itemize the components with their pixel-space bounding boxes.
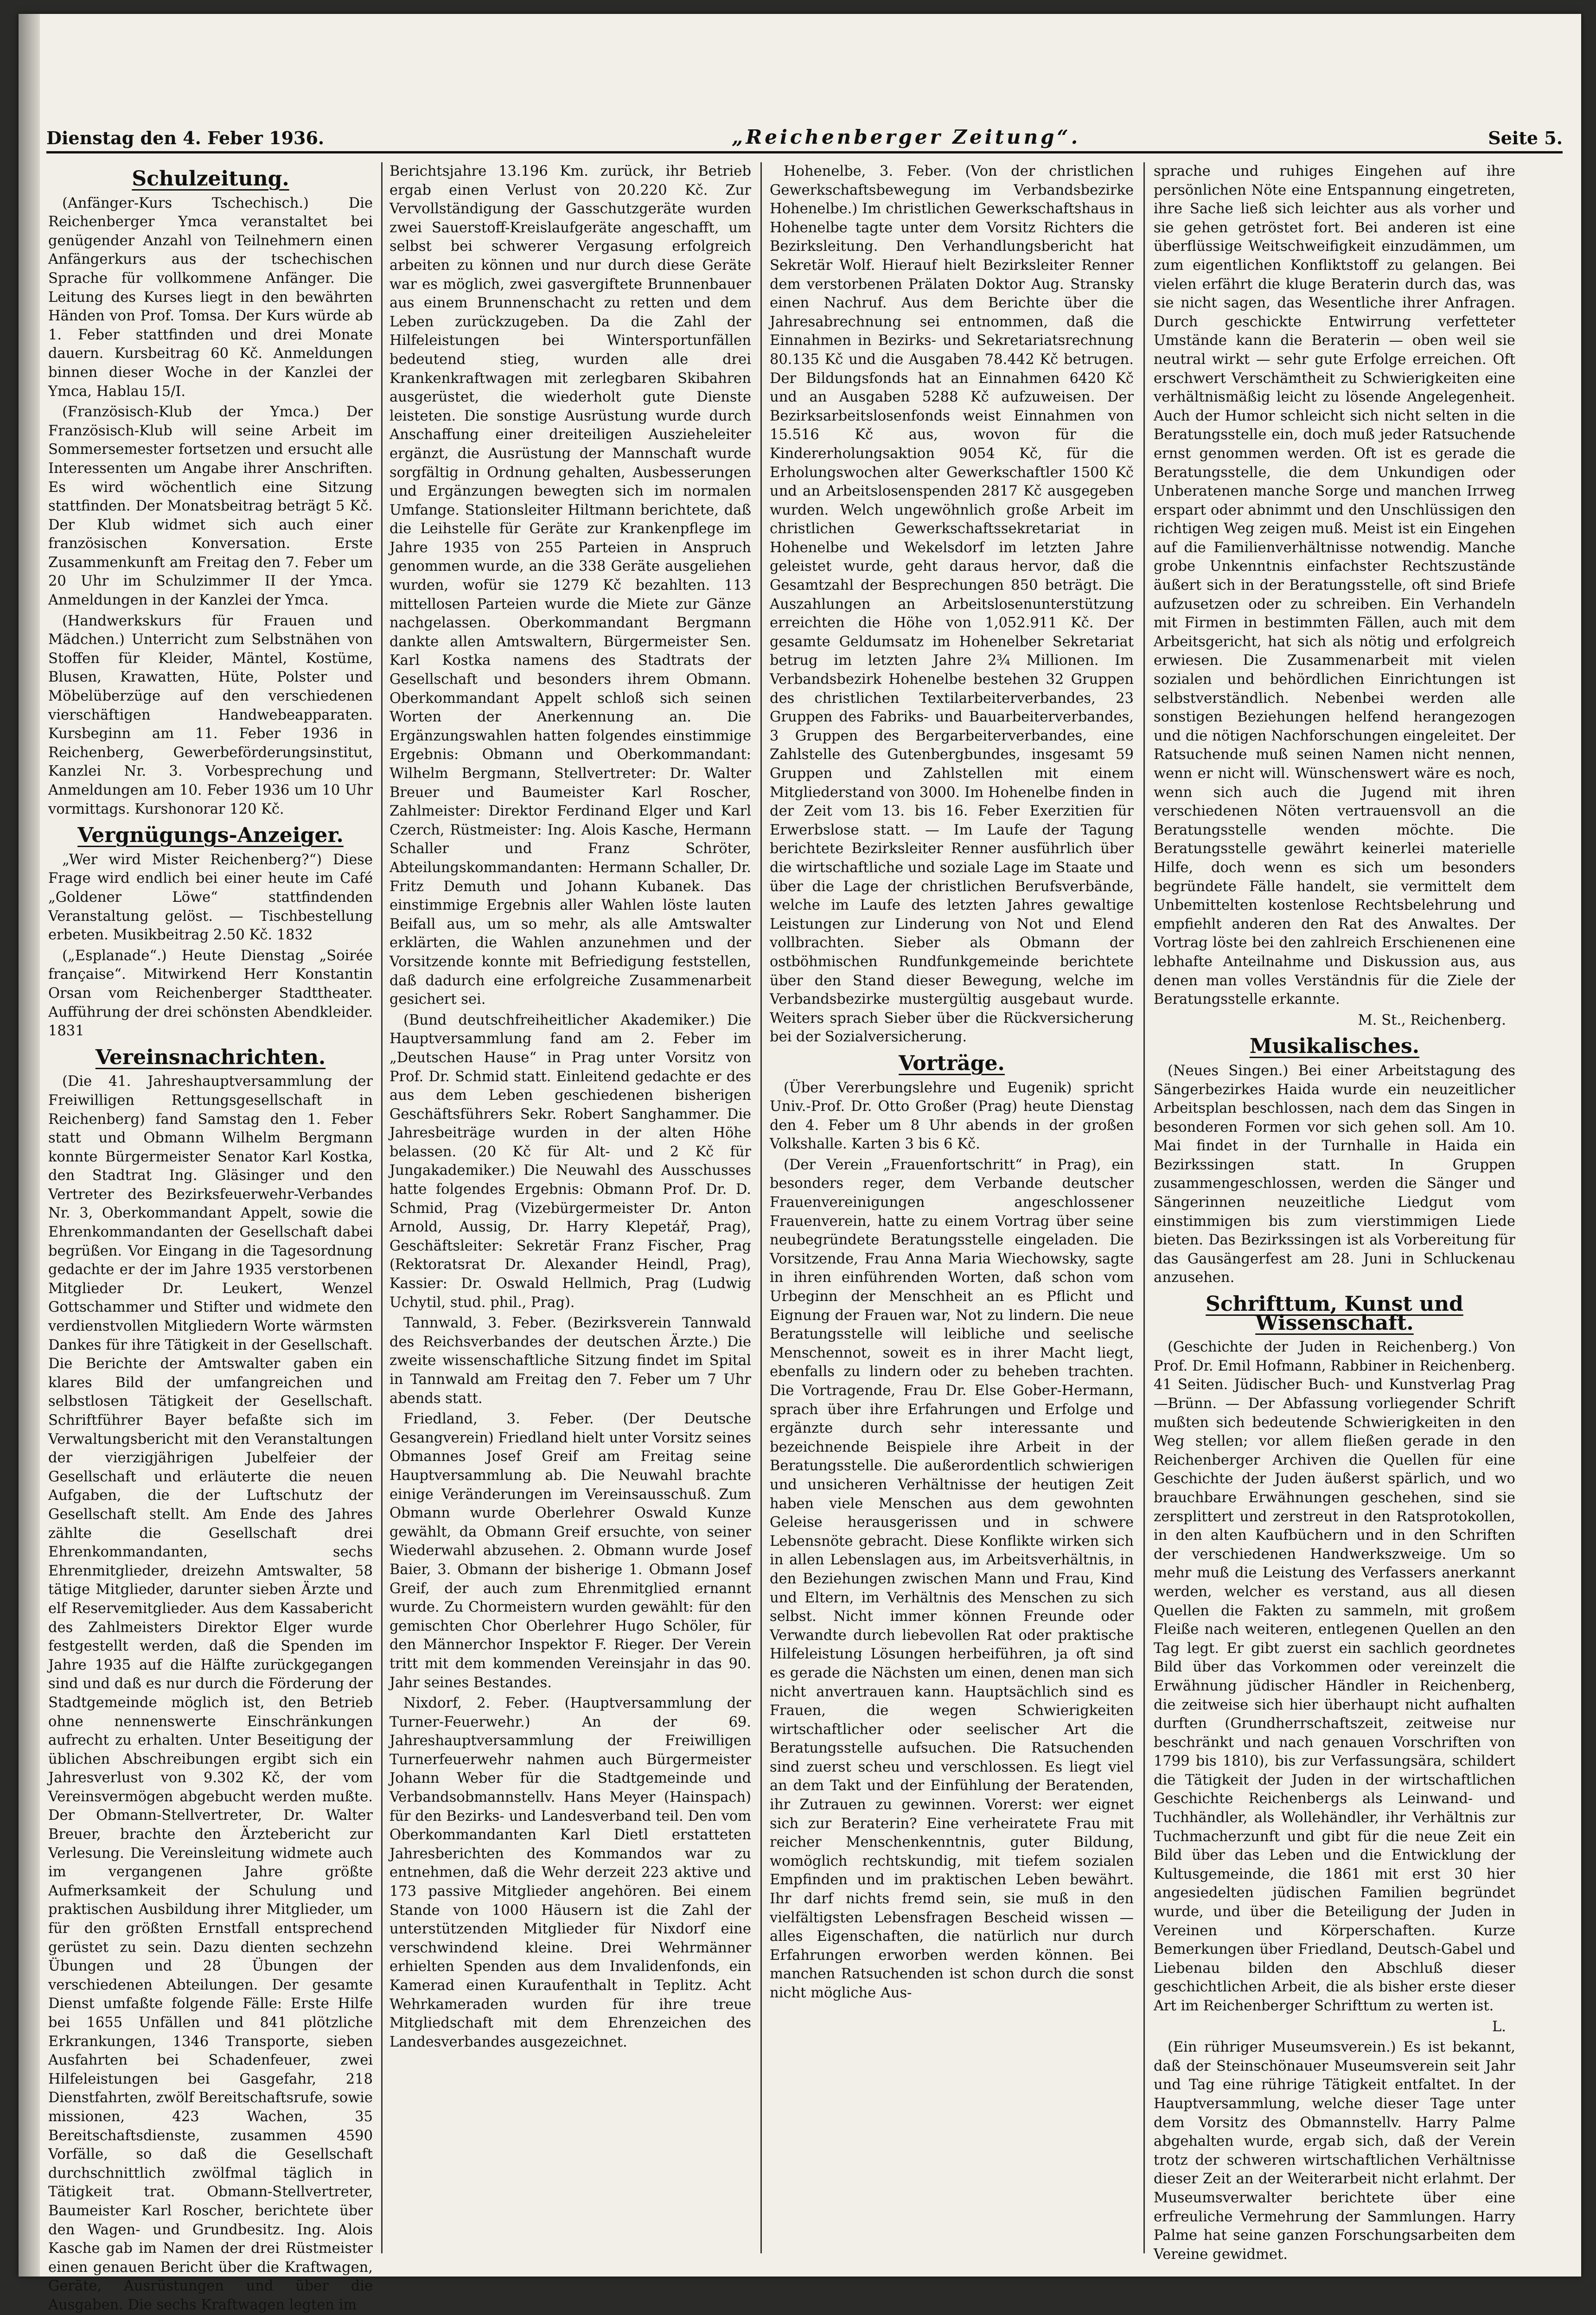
column-divider — [760, 162, 762, 2253]
article-signature: M. St., Reichenberg. — [1358, 1012, 1506, 1028]
section-heading: Schrifttum, Kunst und Wissenschaft. — [1206, 1292, 1463, 1335]
article-paragraph: (Die 41. Jahreshauptversammlung der Freiwilligen Rettungsgesellschaft in Reichenberg) fand Samstag den 1. Feber statt und Obmann Wilhelm Bergmann konnte Bürgermeister Senator Karl Kostka, den Stadtrat Ing. Gläsinger und den Vertreter des Bezirksfeuerwehr-Verbandes Nr. 3, Oberkommandant Appelt, sowie die Ehrenkommandanten der Gesellschaft dabei begrüßen. Vor Eingang in die Tagesordnung gedachte er der im Jahre 1935 verstorbenen Mitglieder Dr. Leukert, Wenzel Gottschammer und Stifter und widmete den verdienstvollen Mitgliedern Worte wärmsten Dankes für ihre Tätigkeit in der Gesellschaft. Die Berichte der Amtswalter gaben ein klares Bild der umfangreichen und selbstlosen Tätigkeit der Gesellschaft. Schriftführer Bayer befaßte sich im Verwaltungsbericht mit den Veranstaltungen der vierzigjährigen Jubelfeier der Gesellschaft und erläuterte die neuen Aufgaben, die der Luftschutz der Gesellschaft stellt. Am Ende des Jahres zählte die Gesellschaft drei Ehrenkommandanten, sechs Ehrenmitglieder, dreizehn Amtswalter, 58 tätige Mitglieder, darunter sieben Ärzte und elf Reservemitglieder. Aus dem Kassabericht des Zahlmeisters Direktor Elger wurde festgestellt werden, daß die Spenden im Jahre 1935 auf die Hälfte zurückgegangen sind und daß es nur durch die Förderung der Stadtgemeinde möglich ist, den Betrieb ohne nennenswerte Einschränkungen aufrecht zu erhalten. Unter Beseitigung der üblichen Abschreibungen ergibt sich ein Jahresverlust von 9.302 Kč, der vom Vereinsvermögen abgebucht werden mußte. Der Obmann-Stellvertreter, Dr. Walter Breuer, brachte den Ärztebericht zur Verlesung. Die Vereinsleitung widmete auch im vergangenen Jahre größte Aufmerksamkeit der Schulung und praktischen Ausbildung ihrer Mitglieder, um für den größten Ernstfall entsprechend gerüstet zu sein. Dazu dienten sechzehn Übungen und 28 Übungen der verschiedenen Abteilungen. Der gesamte Dienst umfaßte folgende Fälle: Erste Hilfe bei 1655 Unfällen und 841 plötzliche Erkrankungen, 1346 Transporte, sieben Ausfahrten bei Schadenfeuer, zwei Hilfeleistungen bei Gasgefahr, 218 Dienstfahrten, zwölf Bereitschaftsrufe, sowie missionen, 423 Wachen, 35 Bereitschaftsdienste, zusammen 4590 Vorfälle, so daß die Gesellschaft durchschnittlich zwölfmal täglich in Tätigkeit trat. Obmann-Stellvertreter, Baumeister Karl Roscher, berichtete über den Wagen- und Grundbesitz. Ing. Alois Kasche gab im Namen der drei Rüstmeister einen genauen Bericht über die Kraftwagen, Geräte, Ausrüstungen und über die Ausgaben. Die sechs Kraftwagen legten im — [48, 1073, 373, 2313]
column-4 — [1154, 162, 1515, 2263]
article-paragraph: (Der Verein „Frauenfortschritt“ in Prag), ein besonders reger, dem Verbande deutscher Frauenvereinigungen angeschlossener Frauenverein, hatte zu einem Vortrag über seine neubegründete Beratungsstelle eingeladen. Die Vorsitzende, Frau Anna Maria Wiechowsky, sagte in ihren einführenden Worten, daß schon vom Urbeginn der Menschheit an es Pflicht und Eignung der Frauen war, Not zu lindern. Die neue Beratungsstelle will leibliche und seelische Menschennot, soweit es in ihrer Macht liegt, ebenfalls zu lindern oder zu beheben trachten. Die Vortragende, Frau Dr. Else Gober-Hermann, sprach über ihre Erfahrungen und Erfolge und ergänzte durch sehr interessante und bezeichnende Beispiele ihre Arbeit in der Beratungsstelle. Die außerordentlich schwierigen und unsicheren Verhältnisse der heutigen Zeit haben viele Menschen aus dem gewohnten Geleise herausgerissen und in schwere Lebensnöte gebracht. Diese Konflikte wirken sich in allen Lebenslagen aus, im Arbeitsverhältnis, in den Beziehungen zwischen Mann und Frau, Kind und Eltern, im Verhältnis des Menschen zu sich selbst. Nicht immer können Freunde oder Verwandte durch liebevollen Rat oder praktische Hilfeleistung Lösungen herbeiführen, ja oft sind es gerade die Nächsten um einen, denen man sich nicht anvertrauen kann. Hauptsächlich sind es Frauen, die wegen Schwierigkeiten wirtschaftlicher oder seelischer Art die Beratungsstelle aufsuchen. Die Ratsuchenden sind zuerst scheu und verschlossen. Es liegt viel an dem Takt und der Einfühlung der Beratenden, ihr Zutrauen zu gewinnen. Vorerst: wer eignet sich zur Beraterin? Eine verheiratete Frau mit reicher Menschenkenntnis, guter Bildung, womöglich rechtskundig, mit tiefem sozialen Empfinden und im praktischen Leben bewährt. Ihr darf nichts fremd sein, sie muß in den vielfältigsten Lebensfragen Bescheid wissen — alles Eigenschaften, die natürlich nur durch Erfahrungen erworben werden können. Bei manchen Ratsuchenden ist schon durch die sonst nicht mögliche Aus- — [770, 1156, 1134, 2001]
article-paragraph: sprache und ruhiges Eingehen auf ihre persönlichen Nöte eine Entspannung eingetreten, ihre Sache ließ sich leichter aus als vorher und sie gehen getröstet fort. Bei anderen ist eine überflüssige Weitschweifigkeit einzudämmen, um zum eigentlichen Konfliktstoff zu gelangen. Bei vielen erfährt die kluge Beraterin durch das, was sie nicht sagen, das Wesentliche ihrer Anfragen. Durch geschickte Entwirrung verfetteter Umstände kann die Beraterin — oben weil sie neutral wirkt — sehr gute Erfolge erreichen. Oft erschwert Verschämtheit zu Schwierigkeiten eine verhältnismäßig leicht zu lösende Angelegenheit. Auch der Humor schleicht sich nicht selten in die Beratungsstelle ein, doch muß jeder Ratsuchende ernst genommen werden. Oft ist es gerade die Beratungsstelle, die dem Unkundigen oder Unberatenen manche Sorge und manchen Irrweg erspart oder abnimmt und den Unschlüssigen den richtigen Weg zeigen muß. Meist ist ein Eingehen auf die Familienverhältnisse notwendig. Manche grobe Unkenntnis einfachster Rechtszustände äußert sich in der Beratungsstelle, oft sind Briefe aufzusetzen oder zu schreiben. Ein Verhandeln mit Firmen in bestimmten Fällen, auch mit dem Arbeitsgericht, hat sich als nötig und erfolgreich erwiesen. Die Zusammenarbeit mit vielen sozialen und behördlichen Einrichtungen ist selbstverständlich. Nebenbei werden alle sonstigen Beziehungen helfend herangezogen und die nötigen Nachforschungen eingeleitet. Der Ratsuchende muß seinen Namen nicht nennen, wenn er nicht will. Wünschenswert wäre es noch, wenn sich auch die Jugend mit ihren verschiedenen Nöten vertrauensvoll an die Beratungsstelle wenden möchte. Die Beratungsstelle gewährt keinerlei materielle Hilfe, doch wenn es sich um besonders begründete Fälle handelt, sie vermittelt dem Unbemittelten kostenlose Rechtsbelehrung und empfiehlt anderen den Rat des Anwaltes. Der Vortrag löste bei den zahlreich Erschienenen eine lebhafte Anteilnahme und Diskussion aus, aus denen man volles Verständnis für die Ziele der Beratungsstelle erkannte. — [1154, 163, 1515, 1008]
article-paragraph: Nixdorf, 2. Feber. (Hauptversammlung der Turner-Feuerwehr.) An der 69. Jahreshauptversammlung der Freiwilligen Turnerfeuerwehr nahmen auch Bürgermeister Johann Weber für die Stadtgemeinde und Verbandsobmannstellv. Hans Meyer (Hainspach) für den Bezirks- und Landesverband teil. Den vom Oberkommandanten Karl Dietl erstatteten Jahresberichten des Kommandos war zu entnehmen, daß die Wehr derzeit 223 aktive und 173 passive Mitglieder angehören. Bei einem Stande von 1000 Häusern ist die Zahl der unterstützenden Mitglieder für Nixdorf eine verschwindend kleine. Drei Wehrmänner erhielten Spenden aus dem Invalidenfonds, ein Kamerad einen Kuraufenthalt in Teplitz. Acht Wehrkameraden wurden für ihre treue Mitgliedschaft mit dem Ehrenzeichen des Landesverbandes ausgezeichnet. — [389, 1695, 751, 2050]
masthead — [46, 107, 1563, 148]
column-divider — [1143, 162, 1145, 2253]
section-heading: Vergnügungs-Anzeiger. — [77, 823, 344, 848]
newspaper-title: „Reichenberger Zeitung“. — [732, 126, 1081, 148]
article-paragraph: (Handwerkskurs für Frauen und Mädchen.) Unterricht zum Selbstnähen von Stoffen für Kleider, Mäntel, Kostüme, Blusen, Krawatten, Hüte, Polster und Möbelüberzüge auf den verschiedenen vierschäftigen Handwebeapparaten. Kursbeginn am 11. Feber 1936 in Reichenberg, Gewerbeförderungsinstitut, Kanzlei Nr. 3. Vorbesprechung und Anmeldungen am 10. Feber 1936 um 10 Uhr vormittags. Kurshonorar 120 Kč. — [48, 612, 373, 817]
article-paragraph: Berichtsjahre 13.196 Km. zurück, ihr Betrieb ergab einen Verlust von 20.220 Kč. Zur Vervollständigung der Gasschutzgeräte wurden zwei Sauerstoff-Kreislaufgeräte angeschafft, um selbst bei schwerer Vergasung erfolgreich arbeiten zu können und nur durch diese Geräte war es möglich, zwei gasvergiftete Brunnenbauer aus einem Brunnenschacht zu retten und dem Leben zurückzugeben. Da die Zahl der Hilfeleistungen bei Wintersportunfällen bedeutend stieg, wurden alle drei Krankenkraftwagen mit zerlegbaren Skibahren ausgerüstet, die wiederholt gute Dienste leisteten. Die sonstige Ausrüstung wurde durch Anschaffung einer dreiteiligen Auszieheleiter ergänzt, die Ausrüstung der Mannschaft wurde sorgfältig in Ordnung gehalten, Ausbesserungen und Ergänzungen bewegten sich im normalen Umfange. Stationsleiter Hiltmann berichtete, daß die Leihstelle für Geräte zur Krankenpflege im Jahre 1935 von 255 Parteien in Anspruch genommen wurde, an die 338 Geräte ausgeliehen wurden, wofür sie 1279 Kč bezahlten. 113 mittellosen Parteien wurde die Miete zur Gänze nachgelassen. Oberkommandant Bergmann dankte allen Amtswaltern, Bürgermeister Sen. Karl Kostka namens des Stadtrats der Gesellschaft und besonders ihrem Obmann. Oberkommandant Appelt schloß sich seinen Worten der Anerkennung an. Die Ergänzungswahlen hatten folgendes einstimmige Ergebnis: Obmann und Oberkommandant: Wilhelm Bergmann, Stellvertreter: Dr. Walter Breuer und Baumeister Karl Roscher, Zahlmeister: Direktor Ferdinand Elger und Karl Czerch, Rüstmeister: Ing. Alois Kasche, Hermann Schaller und Franz Schröter, Abteilungskommandanten: Hermann Schaller, Dr. Fritz Demuth und Johann Kubanek. Das einstimmige Ergebnis aller Wahlen löste lauten Beifall aus, um so mehr, als alle Amtswalter erklärten, die Wahlen anzunehmen und der Vorsitzende konnte mit Befriedigung feststellen, daß dadurch eine erfolgreiche Zusammenarbeit gesichert sei. — [389, 163, 751, 1008]
article-paragraph: („Esplanade“.) Heute Dienstag „Soirée française“. Mitwirkend Herr Konstantin Orsan vom Reichenberger Stadttheater. Aufführung der drei schönsten Abendkleider. 1831 — [48, 947, 373, 1040]
newspaper-page — [19, 14, 1581, 2313]
article-signature: L. — [1492, 2018, 1506, 2035]
issue-date: Dienstag den 4. Feber 1936. — [46, 128, 325, 148]
column-divider — [381, 162, 383, 2253]
column-2 — [389, 162, 751, 2258]
article-paragraph: Friedland, 3. Feber. (Der Deutsche Gesangverein) Friedland hielt unter Vorsitz seines Obmannes Josef Greif am Freitag seine Hauptversammlung ab. Die Neuwahl brachte einige Veränderungen im Vereinsausschuß. Zum Obmann wurde Oberlehrer Oswald Kunze gewählt, da Obmann Greif ersuchte, von seiner Wiederwahl abzusehen. 2. Obmann wurde Josef Baier, 3. Obmann der bisherige 1. Obmann Josef Greif, der auch zum Ehrenmitglied ernannt wurde. Zu Chormeistern wurden gewählt: für den gemischten Chor Oberlehrer Hugo Schöler, für den Männerchor Inspektor F. Rieger. Der Verein tritt mit dem kommenden Vereinsjahr in das 90. Jahr seines Bestandes. — [389, 1411, 751, 1691]
article-paragraph: (Französisch-Klub der Ymca.) Der Französisch-Klub will seine Arbeit im Sommersemester fortsetzen und ersucht alle Interessenten um Angabe ihrer Anschriften. Es wird wöchentlich eine Sitzung stattfinden. Der Monatsbeitrag beträgt 5 Kč. Der Klub widmet sich auch einer französischen Konversation. Erste Zusammenkunft am Freitag den 7. Feber um 20 Uhr im Schulzimmer II der Ymca. Anmeldungen in der Kanzlei der Ymca. — [48, 404, 373, 609]
article-paragraph: (Neues Singen.) Bei einer Arbeitstagung des Sängerbezirkes Haida wurde ein neuzeitlicher Arbeitsplan beschlossen, nach dem das Singen in besonderen Formen vor sich gehen soll. Am 10. Mai findet in der Turnhalle in Haida ein Bezirkssingen statt. In Gruppen zusammengeschlossen, werden die Sänger und Sängerinnen neuzeitliche Liedgut vom einstimmigen bis zum vierstimmigen Liede bieten. Das Bezirkssingen ist als Vorbereitung für das Gausängerfest am 28. Juni in Schluckenau anzusehen. — [1154, 1062, 1515, 1286]
section-heading: Vereinsnachrichten. — [95, 1045, 326, 1069]
section-heading: Musikalisches. — [1249, 1034, 1420, 1059]
section-heading: Schulzeitung. — [132, 167, 289, 191]
article-paragraph: „Wer wird Mister Reichenberg?“) Diese Frage wird endlich bei einer heute im Café „Goldener Löwe“ stattfindenden Veranstaltung gelöst. — Tischbestellung erbeten. Musikbeitrag 2.50 Kč. 1832 — [48, 851, 373, 944]
article-paragraph: (Anfänger-Kurs Tschechisch.) Die Reichenberger Ymca veranstaltet bei genügender Anzahl von Teilnehmern einen Anfängerkurs aus der tschechischen Sprache für vollkommene Anfänger. Die Leitung des Kurses liegt in den bewährten Händen von Prof. Tomsa. Der Kurs würde ab 1. Feber stattfinden und drei Monate dauern. Kursbeitrag 60 Kč. Anmeldungen binnen dieser Woche in der Kanzlei der Ymca, Hablau 15/I. — [48, 195, 373, 400]
column-3 — [770, 162, 1134, 2258]
article-paragraph: Tannwald, 3. Feber. (Bezirksverein Tannwald des Reichsverbandes der deutschen Ärzte.) Die zweite wissenschaftliche Sitzung findet im Spital in Tannwald am Freitag den 7. Feber um 7 Uhr abends statt. — [389, 1315, 751, 1407]
article-paragraph: (Über Vererbungslehre und Eugenik) spricht Univ.-Prof. Dr. Otto Großer (Prag) heute Dienstag den 4. Feber um 8 Uhr abends in der großen Volkshalle. Karten 3 bis 6 Kč. — [770, 1079, 1134, 1153]
article-paragraph: (Ein rühriger Museumsverein.) Es ist bekannt, daß der Steinschönauer Museumsverein seit Jahr und Tag eine rührige Tätigkeit entfaltet. In der Hauptversammlung, welche dieser Tage unter dem Vorsitz des Obmannstellv. Harry Palme abgehalten wurde, ergab sich, daß der Verein trotz der schweren wirtschaftlichen Verhältnisse dieser Zeit an der Weiterarbeit nicht erlahmt. Der Museumsverwalter berichtete über eine erfreuliche Vermehrung der Sammlungen. Harry Palme hat seine ganzen Forschungsarbeiten dem Vereine gewidmet. — [1154, 2039, 1515, 2263]
article-paragraph: (Bund deutschfreiheitlicher Akademiker.) Die Hauptversammlung fand am 2. Feber im „Deutschen Hause“ in Prag unter Vorsitz von Prof. Dr. Schmid statt. Einleitend gedachte er des aus dem Leben geschiedenen bisherigen Geschäftsführers Sekr. Robert Sanghammer. Die Jahresbeiträge wurden in der alten Höhe belassen. (20 Kč für Alt- und 2 Kč für Jungakademiker.) Die Neuwahl des Ausschusses hatte folgendes Ergebnis: Obmann Prof. Dr. D. Schmid, Prag (Vizebürgermeister Dr. Anton Arnold, Aussig, Dr. Harry Klepetář, Prag), Geschäftsleiter: Sekretär Franz Fischer, Prag (Rektoratsrat Dr. Alexander Heindl, Prag), Kassier: Dr. Oswald Hellmich, Prag (Ludwig Uchytil, stud. phil., Prag). — [389, 1012, 751, 1311]
masthead-rule — [46, 151, 1563, 153]
section-heading: Vorträge. — [899, 1051, 1005, 1075]
page-number: Seite 5. — [1488, 128, 1563, 148]
article-paragraph: (Geschichte der Juden in Reichenberg.) Von Prof. Dr. Emil Hofmann, Rabbiner in Reichenberg. 41 Seiten. Jüdischer Buch- und Kunstverlag Prag—Brünn. — Der Abfassung vorliegender Schrift mußten sich bedeutende Schwierigkeiten in den Weg stellen; vor allem fließen gerade in den Reichenberger Archiven die Quellen für eine Geschichte der Juden äußerst spärlich, und wo brauchbare Erwähnungen geschehen, sind sie zersplittert und zerstreut in den Ratsprotokollen, in den alten Kaufbüchern und in den Schriften der verschiedenen Handwerkszweige. Um so mehr muß die Leistung des Verfassers anerkannt werden, welcher es verstand, aus all diesen Quellen die Fakten zu sammeln, mit großem Fleiße nach weiteren, entlegenen Quellen an den Tag legt. Er gibt zuerst ein sachlich geordnetes Bild über das Vorkommen oder vereinzelt die Erwähnung jüdischer Händler in Reichenberg, die zeitweise sich hier überhaupt nicht aufhalten durften (Grundherrschaftszeit, zeitweise nur beschränkt und nach genauen Vorschriften von 1799 bis 1810), bis zur Verfassungsära, schildert die Tätigkeit der Juden in der wirtschaftlichen Geschichte Reichenbergs als Leinwand- und Tuchhändler, als Wollehändler, ihr Verhältnis zur Tuchmacherzunft und gibt für die neue Zeit ein Bild über das Leben und die Entwicklung der Kultusgemeinde, die 1861 mit erst 30 hier angesiedelten jüdischen Familien begründet wurde, und über die Beteiligung der Juden in Vereinen und Körperschaften. Kurze Bemerkungen über Friedland, Deutsch-Gabel und Liebenau bilden den Abschluß dieser geschichtlichen Arbeit, die als bisher erste dieser Art im Reichenberger Schrifttum zu werten ist. — [1154, 1339, 1515, 2014]
column-1 — [48, 162, 373, 2313]
article-paragraph: Hohenelbe, 3. Feber. (Von der christlichen Gewerkschaftsbewegung im Verbandsbezirke Hohenelbe.) Im christlichen Gewerkschaftshaus in Hohenelbe tagte unter dem Vorsitz Richters die Bezirksleitung. Den Verhandlungsbericht hat Sekretär Wolf. Hierauf hielt Bezirksleiter Renner dem verstorbenen Prälaten Doktor Aug. Stransky einen Nachruf. Aus dem Berichte über die Jahresabrechnung sei entnommen, daß die Einnahmen in Bezirks- und Sekretariatsrechnung 80.135 Kč und die Ausgaben 78.442 Kč betrugen. Der Bildungsfonds hat an Einnahmen 6420 Kč und an Ausgaben 5288 Kč aufzuweisen. Der Bezirksarbeitslosenfonds weist Einnahmen von 15.516 Kč aus, wovon für die Kindererholungsaktion 9054 Kč, für die Erholungswochen alter Gewerkschaftler 1500 Kč und an Arbeitslosenspenden 2817 Kč ausgegeben wurden. Welch ungewöhnlich große Arbeit im christlichen Gewerkschaftssekretariat in Hohenelbe und Wekelsdorf im letzten Jahre geleistet wurde, geht daraus hervor, daß die Gesamtzahl der Besprechungen 850 beträgt. Die Auszahlungen an Arbeitslosenunterstützung erreichten die Höhe von 1,052.911 Kč. Der gesamte Geldumsatz im Hohenelber Sekretariat betrug im letzten Jahre 2¾ Millionen. Im Verbandsbezirk Hohenelbe bestehen 32 Gruppen des christlichen Textilarbeiterverbandes, 23 Gruppen des Fabriks- und Bauarbeiterverbandes, 3 Gruppen des Bergarbeiterverbandes, eine Zahlstelle des Gutenbergbundes, insgesamt 59 Gruppen und Zahlstellen mit einem Mitgliederstand von 3000. Im Hohenelbe finden in der Zeit vom 13. bis 16. Feber Exerzitien für Erwerbslose statt. — Im Laufe der Tagung berichtete Bezirksleiter Renner ausführlich über die wirtschaftliche und soziale Lage im Staate und über die Lage der christlichen Berufsverbände, welche im Laufe des letzten Jahres gewaltige Leistungen zur Linderung von Not und Elend vollbrachten. Sieber als Obmann der ostböhmischen Rundfunkgemeinde berichtete über den Stand dieser Bewegung, welche im Verbandsbezirke mustergültig ausgebaut wurde. Weiters sprach Sieber über die Rückversicherung bei der Sozialversicherung. — [770, 163, 1134, 1046]
